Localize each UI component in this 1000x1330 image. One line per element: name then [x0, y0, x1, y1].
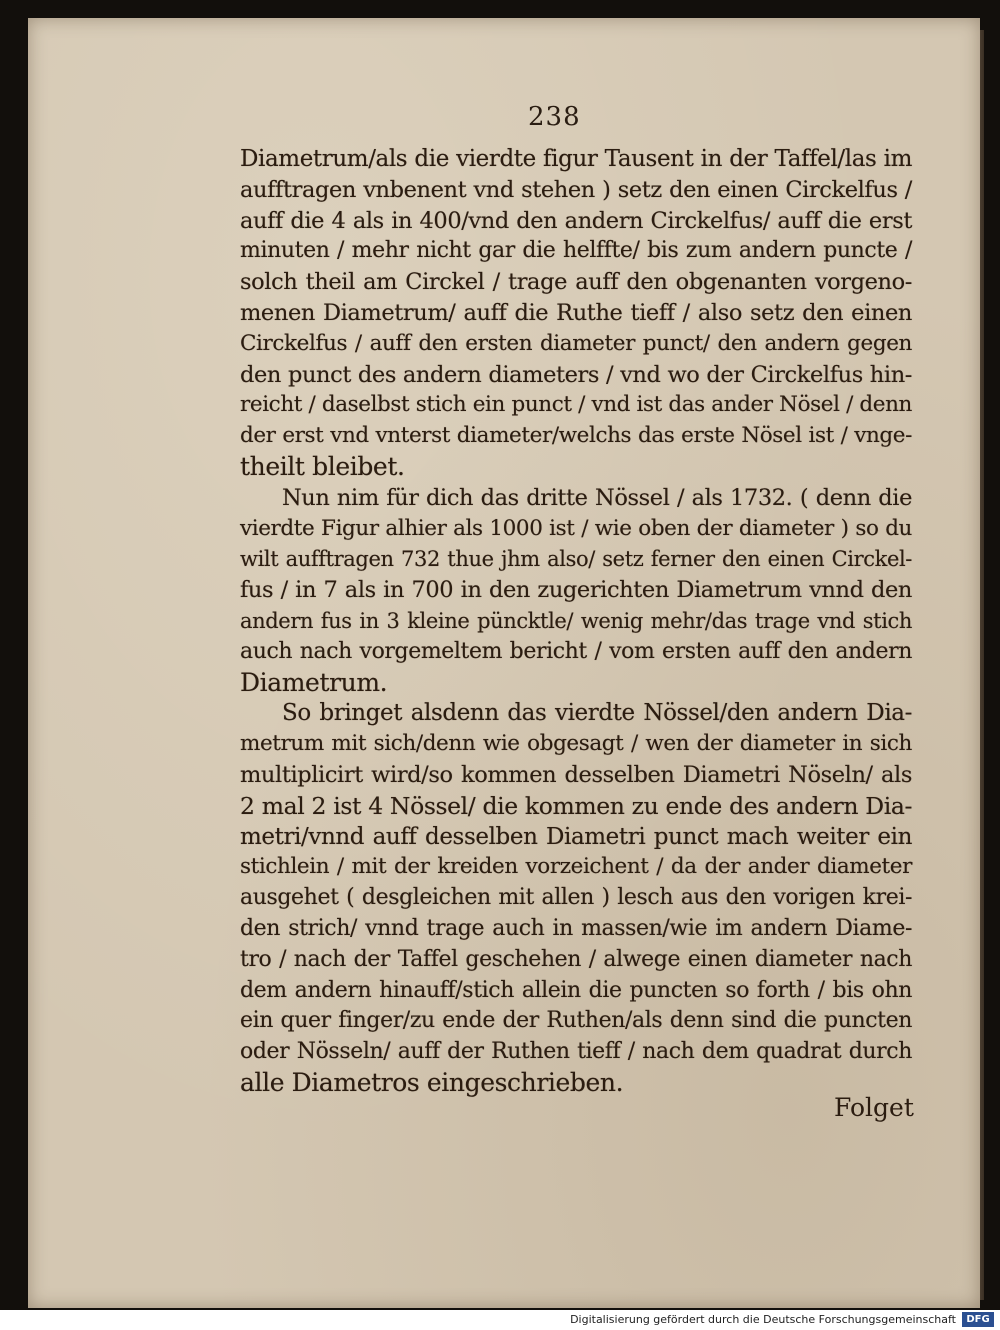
text-line: Diametrum. [240, 667, 388, 697]
text-line: menen Diametrum/ auff die Ruthe tieff / also setz den einen [240, 299, 912, 326]
text-line: multiplicirt wird/so kommen desselben Diametri Nöseln/ als [240, 761, 912, 788]
text-line: ein quer finger/zu ende der Ruthen/als denn sind die puncten [240, 1008, 912, 1034]
dfg-logo: DFG [962, 1312, 994, 1327]
text-line: Diametrum/als die vierdte figur Tausent in der Taffel/las im [240, 146, 912, 172]
text-line: wilt aufftragen 732 thue jhm also/ setz ferner den einen Circkel- [240, 547, 912, 572]
text-line: vierdte Figur alhier als 1000 ist / wie oben der diameter ) so du [240, 515, 912, 541]
text-line: Circkelfus / auff den ersten diameter punct/ den andern gegen [240, 330, 912, 356]
text-line: alle Diametros eingeschrieben. [240, 1067, 624, 1097]
text-line: fus / in 7 als in 700 in den zugerichten Diametrum vnnd den [240, 577, 912, 604]
text-line: tro / nach der Taffel geschehen / alwege einen diameter nach [240, 946, 912, 972]
text-line: 2 mal 2 ist 4 Nössel/ die kommen zu ende des andern Dia- [240, 791, 912, 820]
text-line: metrum mit sich/denn wie obgesagt / wen der diameter in sich [240, 731, 912, 757]
text-line: dem andern hinauff/stich allein die puncten so forth / bis ohn [240, 977, 912, 1003]
text-line: metri/vnnd auff desselben Diametri punct mach weiter ein [240, 823, 912, 850]
funding-credit: Digitalisierung gefördert durch die Deutsche Forschungsgemeinschaft [570, 1313, 956, 1326]
text-line: andern fus in 3 kleine püncktle/ wenig mehr/das trage vnd stich [240, 608, 912, 633]
text-line: aufftragen vnbenent vnd stehen ) setz den einen Circkelfus / [240, 176, 912, 203]
text-line: oder Nösseln/ auff der Ruthen tieff / nach dem quadrat durch [240, 1039, 912, 1065]
text-line: stichlein / mit der kreiden vorzeichent / da der ander diameter [240, 854, 912, 880]
text-line: der erst vnd vnterst diameter/welchs das erste Nösel ist / vnge- [240, 423, 912, 449]
text-line: ausgehet ( desgleichen mit allen ) lesch aus den vorigen krei- [240, 885, 912, 911]
text-line: minuten / mehr nicht gar die helffte/ bis zum andern puncte / [240, 238, 912, 264]
text-line: Nun nim für dich das dritte Nössel / als 1732. ( denn die [282, 484, 912, 511]
text-line: auff die 4 als in 400/vnd den andern Circkelfus/ auff die erst [240, 207, 912, 234]
body-text [240, 144, 912, 1099]
text-line: So bringet alsdenn das vierdte Nössel/den andern Dia- [282, 700, 912, 727]
text-line: solch theil am Circkel / trage auff den obgenanten vorgeno- [240, 269, 912, 296]
text-line: den strich/ vnnd trage auch in massen/wie im andern Diame- [240, 915, 912, 941]
text-line: reicht / daselbst stich ein punct / vnd ist das ander Nösel / denn [240, 392, 912, 418]
text-line: auch nach vorgemeltem bericht / vom ersten auff den andern [240, 638, 912, 664]
text-line: den punct des andern diameters / vnd wo der Circkelfus hin- [240, 361, 912, 388]
text-line: theilt bleibet. [240, 451, 405, 481]
catchword: Folget [834, 1093, 914, 1122]
page-number: 238 [528, 102, 581, 132]
